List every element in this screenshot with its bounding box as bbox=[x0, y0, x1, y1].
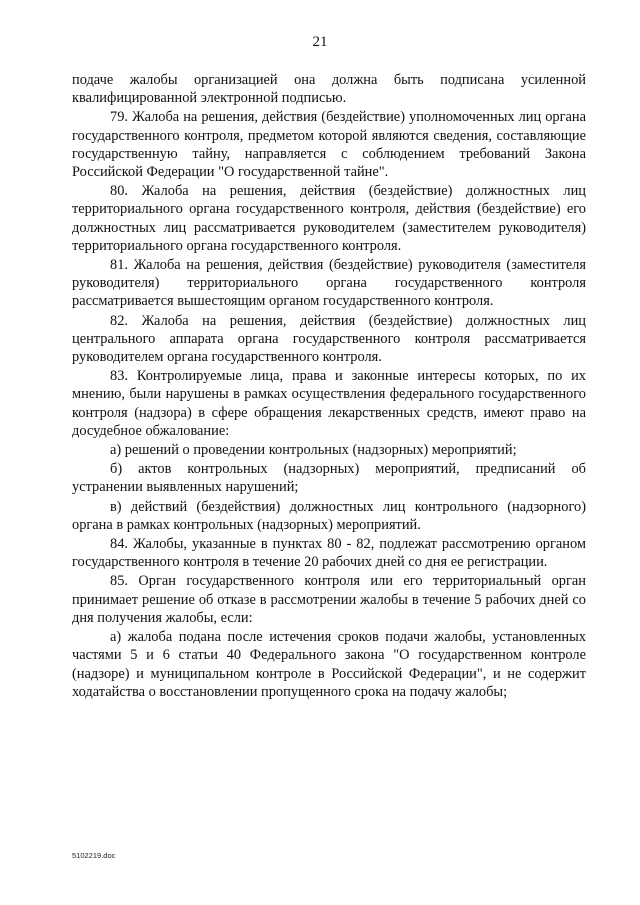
document-body bbox=[72, 71, 586, 702]
paragraph-83: 83. Контролируемые лица, права и законные интересы которых, по их мнению, были нарушены в рамках осуществления федерального государственного контроля (надзора) в сфере обращения лекарственных средств, имеют право на досудебное обжалование: bbox=[72, 368, 586, 439]
paragraph-79: 79. Жалоба на решения, действия (бездействие) уполномоченных лиц органа государственного контроля, предметом которой являются сведения, составляющие государственную тайну, направляется с соблюдением требований Закона Российской Федерации "О государственной тайне". bbox=[72, 109, 586, 181]
paragraph-81: 81. Жалоба на решения, действия (бездействие) руководителя (заместителя руководителя) территориального органа государственного контроля рассматривается вышестоящим органом государственного контроля. bbox=[72, 257, 586, 310]
page-number: 21 bbox=[312, 34, 328, 50]
footer-file-code: 5102219.doc bbox=[72, 851, 116, 860]
paragraph-80: 80. Жалоба на решения, действия (бездействие) должностных лиц территориального органа государственного контроля, действия (бездействие) его должностных лиц рассматривается руководителем (заместителем руководителя) территориального органа государственного контроля. bbox=[72, 183, 586, 254]
paragraph-85-a: а) жалоба подана после истечения сроков подачи жалобы, установленных частями 5 и 6 статьи 40 Федерального закона "О государственном контроле (надзоре) и муниципальном контроле в Российской Федерации", и не содержит ходатайства о восстановлении пропущенного срока на подачу жалобы; bbox=[72, 629, 586, 700]
paragraph-82: 82. Жалоба на решения, действия (бездействие) должностных лиц центрального аппарата органа государственного контроля рассматривается руководителем органа государственного контроля. bbox=[72, 312, 586, 366]
paragraph-83-c: в) действий (бездействия) должностных лиц контрольного (надзорного) органа в рамках контрольных (надзорных) мероприятий. bbox=[72, 498, 586, 533]
paragraph-85: 85. Орган государственного контроля или его территориальный орган принимает решение об отказе в рассмотрении жалобы в течение 5 рабочих дней со дня получения жалобы, если: bbox=[72, 573, 586, 626]
paragraph-83-b: б) актов контрольных (надзорных) мероприятий, предписаний об устранении выявленных нарушений; bbox=[72, 461, 586, 496]
paragraph-continuation: подаче жалобы организацией она должна быть подписана усиленной квалифицированной электронной подписью. bbox=[72, 72, 586, 107]
paragraph-83-a: а) решений о проведении контрольных (надзорных) мероприятий; bbox=[110, 442, 517, 459]
paragraph-84: 84. Жалобы, указанные в пунктах 80 - 82, подлежат рассмотрению органом государственного контроля в течение 20 рабочих дней со дня ее регистрации. bbox=[72, 536, 586, 571]
